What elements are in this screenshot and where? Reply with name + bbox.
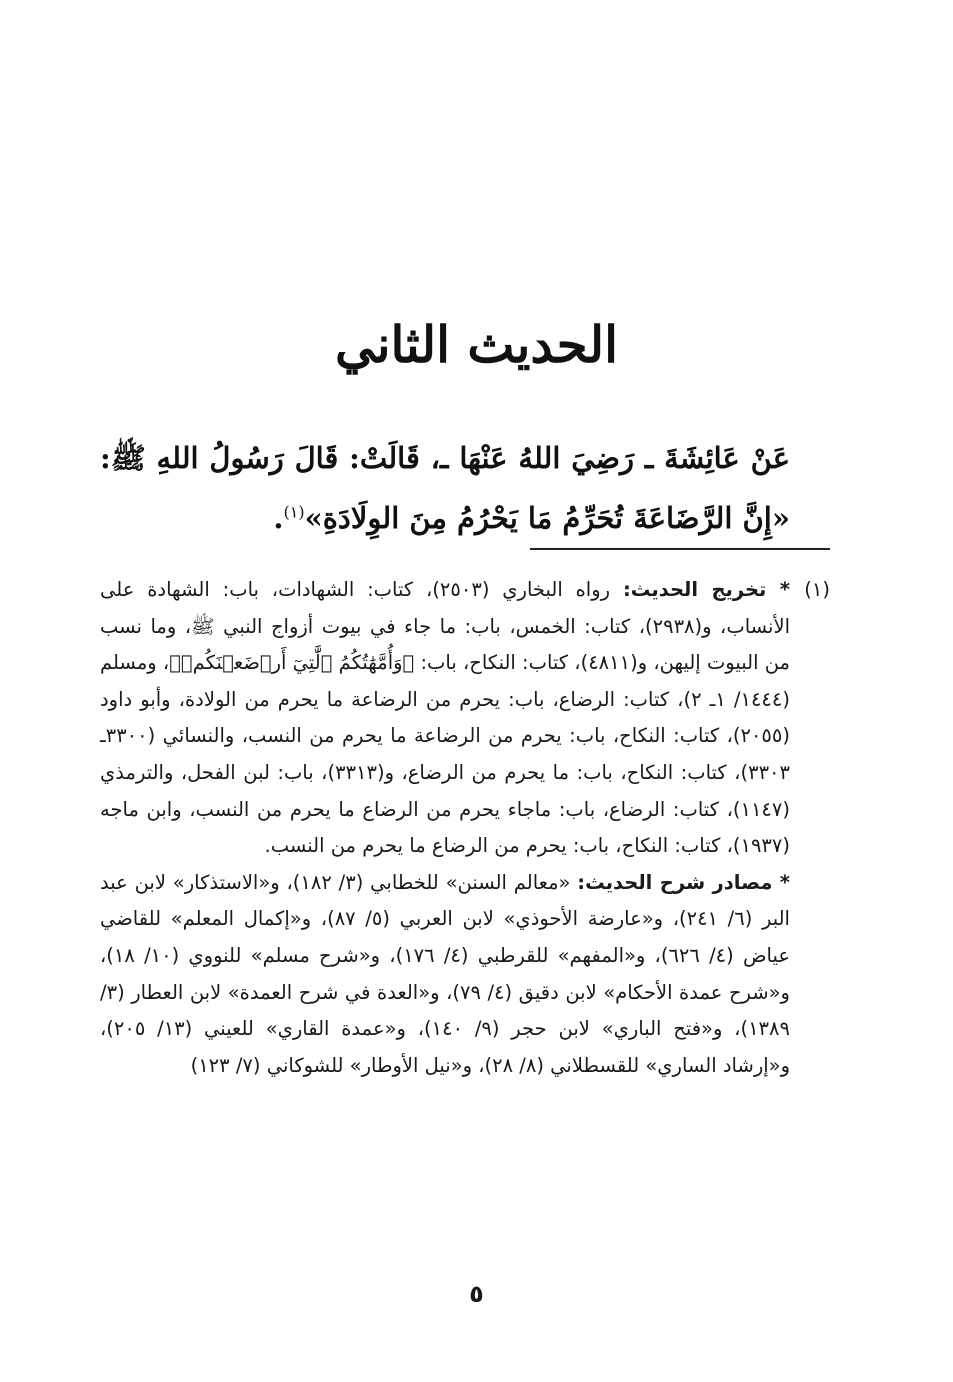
takhrij-text: رواه البخاري (٢٥٠٣)، كتاب: الشهادات، باب: الشهادة على الأنساب، و(٢٩٣٨)، كتاب: الخمس، باب: ما جاء في بيوت أزواج النبي ﷺ، وما نسب من البيوت إليهن، و(٤٨١١)، كتاب: النكاح، باب: ﴿وَأُمَّهَٰتُكُمُ ٱلَّٰتِيٓ أَرۡضَعۡنَكُمۡ﴾، ومسلم (١٤٤٤/ ١ـ ٢)، كتاب: الرضاع، باب: يحرم من الرضاعة ما يحرم من الولادة، وأبو داود (٢٠٥٥)، كتاب: النكاح، باب: يحرم من الرضاعة ما يحرم من النسب، والنسائي (٣٣٠٠ـ ٣٣٠٣)، كتاب: النكاح، باب: ما يحرم من الرضاع، و(٣٣١٣)، باب: لبن الفحل، والترمذي (١١٤٧)، كتاب: الرضاع، باب: ماجاء يحرم من الرضاع ما يحرم من النسب، وابن ماجه (١٩٣٧)، كتاب: النكاح، باب: يحرم من الرضاع ما يحرم من النسب. [100,578,791,858]
footnote-reference: (١) [283,502,305,522]
hadith-text: عَنْ عَائِشَةَ ـ رَضِيَ اللهُ عَنْهَا ـ، قَالَتْ: قَالَ رَسُولُ اللهِ ﷺ: «إِنَّ الرَّضَاعَةَ تُحَرِّمُ مَا يَحْرُمُ مِنَ الوِلَادَةِ» [100,441,790,535]
page-number: ٥ [469,1280,484,1308]
footnote-row [100,572,830,1084]
chapter-heading: الحديث الثاني [334,315,619,374]
masadir-label: * مصادر شرح الحديث: [577,870,790,894]
footnote-body [100,572,790,1084]
masadir-paragraph [100,865,790,1085]
footnote [100,572,830,1084]
footnote-separator [530,548,830,550]
hadith-text-block [100,428,790,548]
takhrij-paragraph [100,572,790,865]
takhrij-label: * تخريج الحديث: [622,578,791,601]
footnote-marker: (١) [804,578,830,601]
masadir-text: «معالم السنن» للخطابي (٣/ ١٨٢)، و«الاستذكار» لابن عبد البر (٦/ ٢٤١)، و«عارضة الأحوذي» لابن العربي (٥/ ٨٧)، و«إكمال المعلم» للقاضي عياض (٤/ ٦٢٦)، و«المفهم» للقرطبي (٤/ ١٧٦)، و«شرح مسلم» للنووي (١٠/ ١٨)، و«شرح عمدة الأحكام» لابن دقيق (٤/ ٧٩)، و«العدة في شرح العمدة» لابن العطار (٣/ ١٣٨٩)، و«فتح الباري» لابن حجر (٩/ ١٤٠)، و«عمدة القاري» للعيني (١٣/ ٢٠٥)، و«إرشاد الساري» للقسطلاني (٨/ ٢٨)، و«نيل الأوطار» للشوكاني (٧/ ١٢٣) [100,870,790,1077]
hadith-end-mark: . [273,501,284,535]
